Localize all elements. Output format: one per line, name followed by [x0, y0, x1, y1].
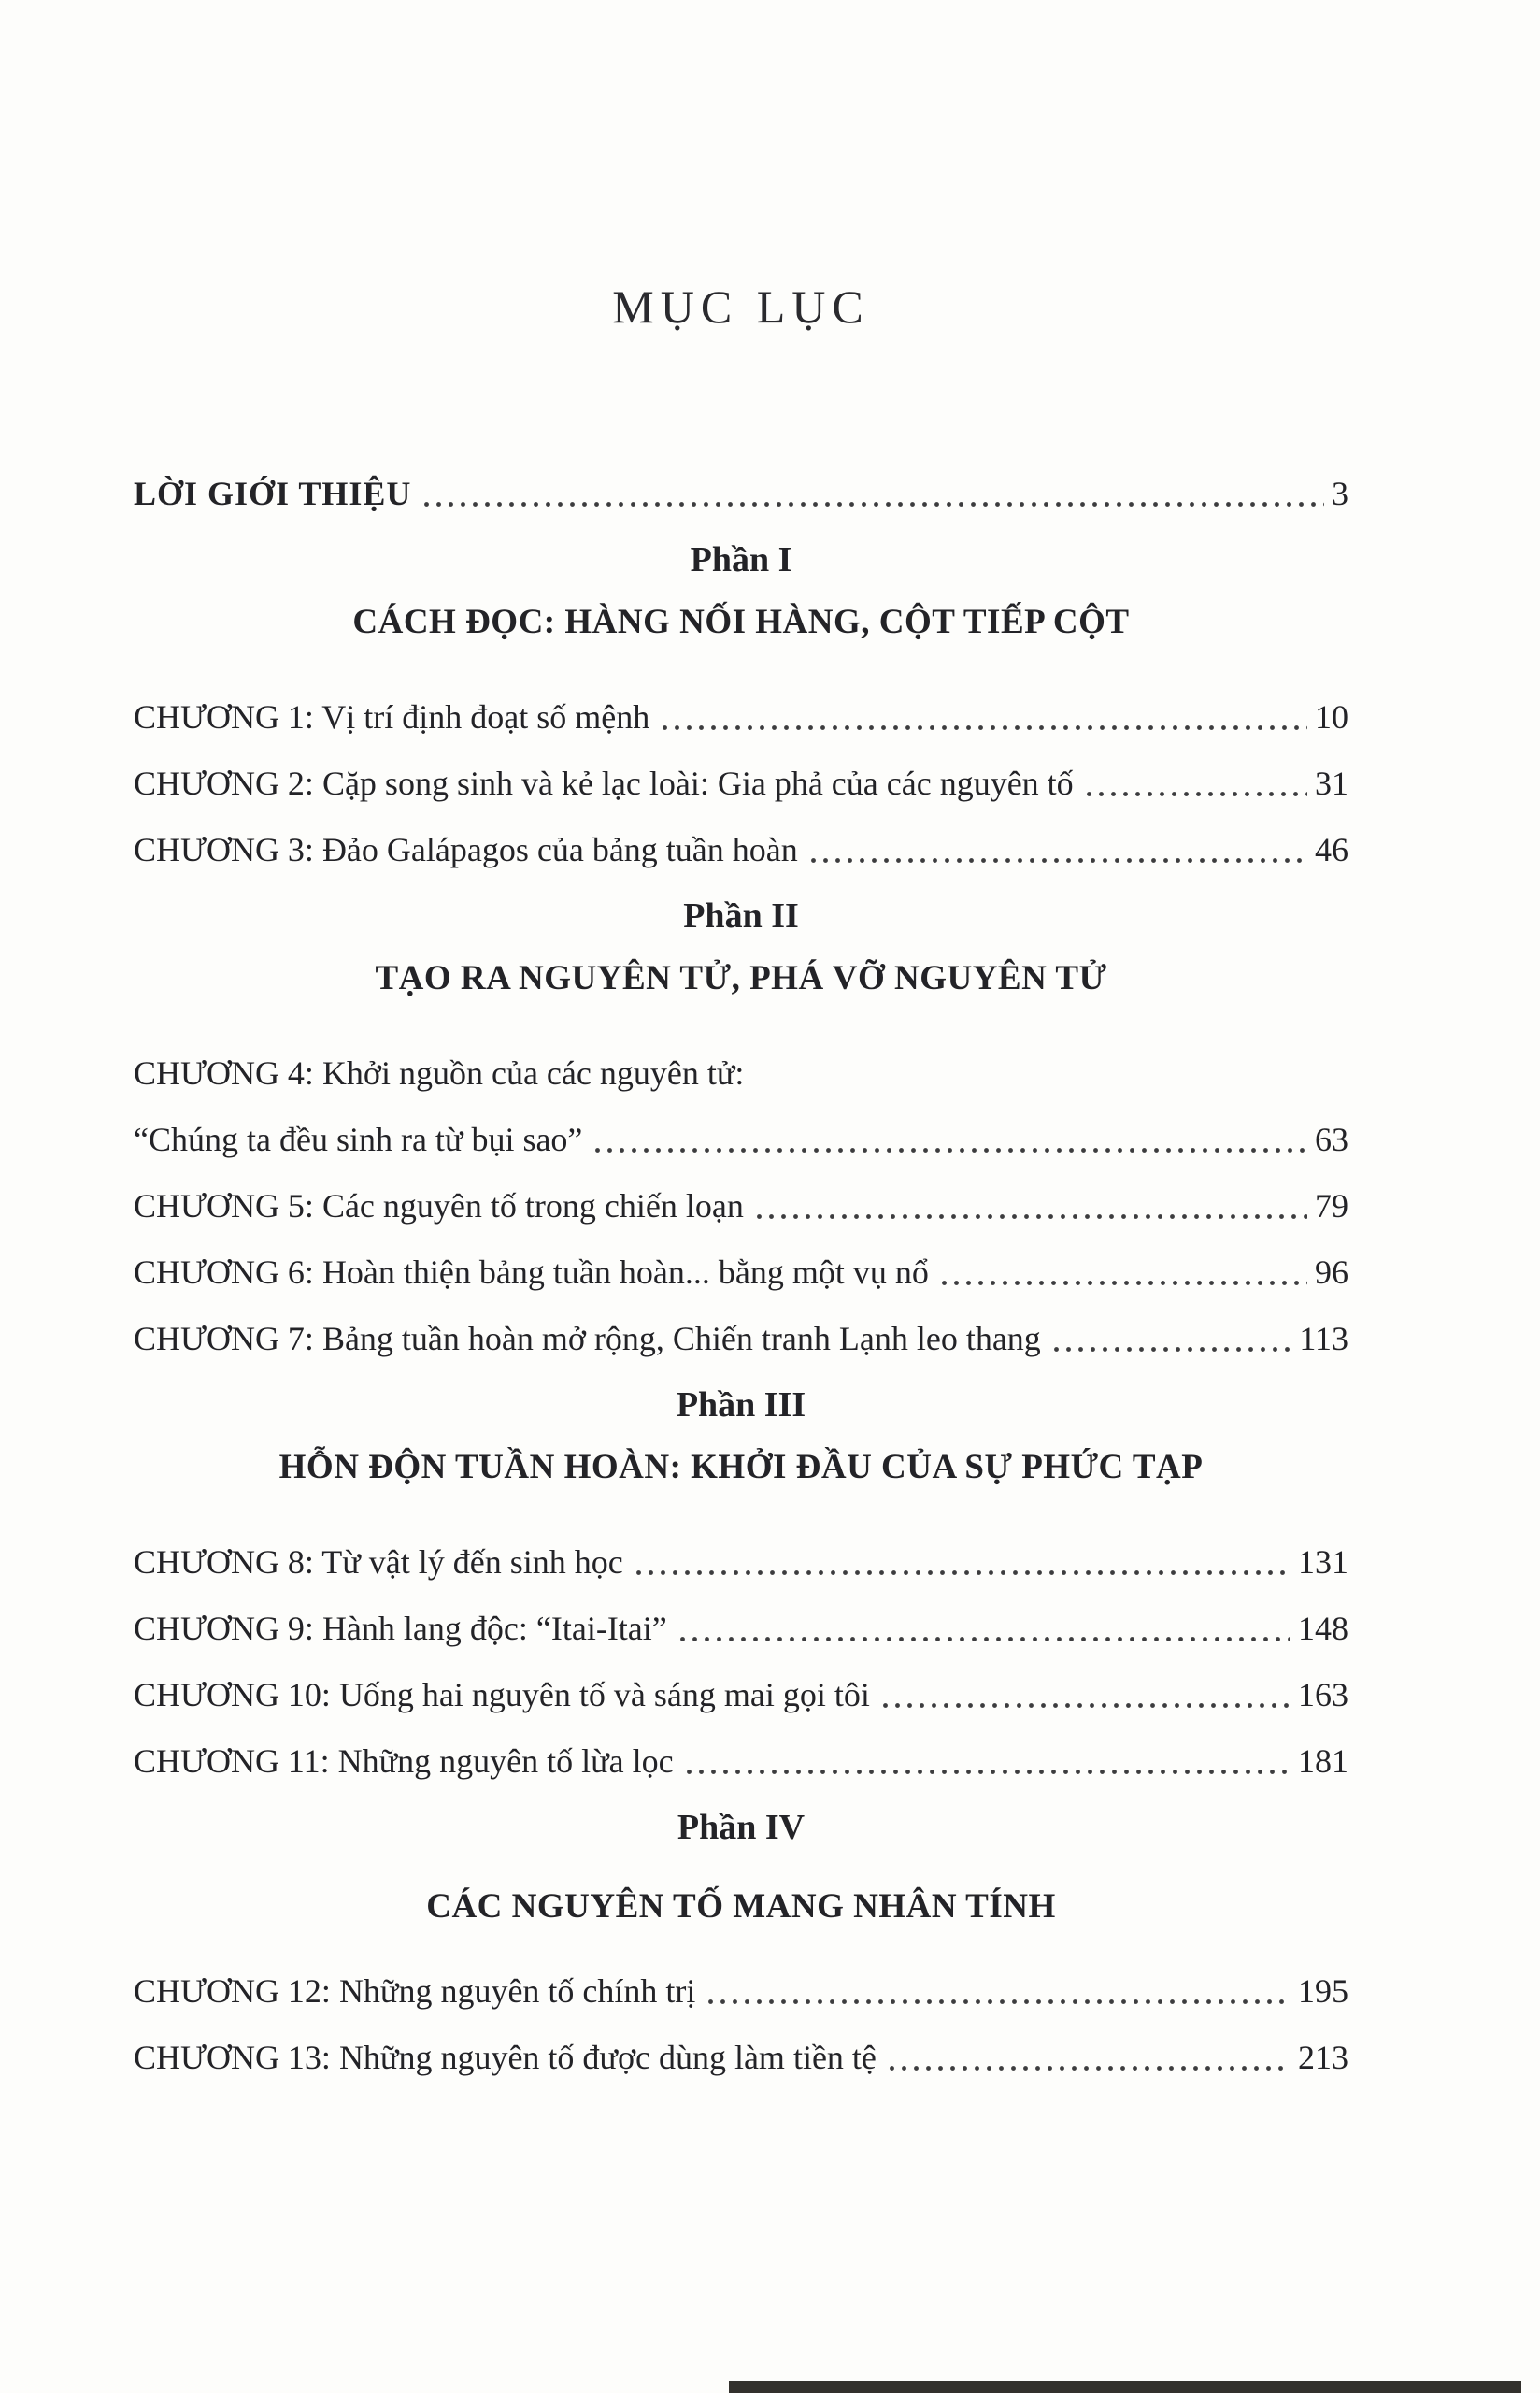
part-title: TẠO RA NGUYÊN TỬ, PHÁ VỠ NGUYÊN TỬ: [375, 959, 1107, 997]
toc-entry-page: 3: [1332, 475, 1348, 512]
toc-entry-page: 213: [1298, 2039, 1348, 2076]
toc-entry-label: CHƯƠNG 5: Các nguyên tố trong chiến loạn: [134, 1187, 744, 1225]
part-heading: Phần I: [690, 540, 792, 580]
dot-leader: [592, 1145, 1307, 1154]
part-title: CÁCH ĐỌC: HÀNG NỐI HÀNG, CỘT TIẾP CỘT: [352, 603, 1130, 641]
toc-entry-page: 195: [1298, 1972, 1348, 2010]
page-title: MỤC LỤC: [612, 280, 870, 333]
toc-entry: [134, 696, 1348, 738]
toc-entry-page: 96: [1315, 1254, 1348, 1291]
dot-leader: [753, 1211, 1307, 1220]
dot-leader: [683, 1767, 1290, 1775]
toc-entry-page: 63: [1315, 1121, 1348, 1158]
toc-page-content: [134, 280, 1348, 2103]
dot-leader: [1050, 1344, 1292, 1353]
toc-entry-label: CHƯƠNG 10: Uống hai nguyên tố và sáng mai gọi tôi: [134, 1676, 870, 1713]
dot-leader: [677, 1634, 1290, 1642]
toc-entry-label: CHƯƠNG 4: Khởi nguồn của các nguyên tử:: [134, 1054, 745, 1092]
toc-entry-line1: [134, 1053, 1348, 1094]
dot-leader: [659, 723, 1307, 731]
toc-entry-label: CHƯƠNG 13: Những nguyên tố được dùng làm tiền tệ: [134, 2039, 877, 2076]
toc-entry-page: 148: [1298, 1610, 1348, 1647]
toc-entry: [134, 829, 1348, 870]
part-title: HỖN ĐỘN TUẦN HOÀN: KHỞI ĐẦU CỦA SỰ PHỨC TẠP: [278, 1448, 1204, 1486]
toc-entry: [134, 763, 1348, 804]
toc-entry-page: 31: [1315, 765, 1348, 802]
toc-entry: [134, 2037, 1348, 2078]
toc-entry-label: CHƯƠNG 11: Những nguyên tố lừa lọc: [134, 1742, 674, 1780]
toc-entry: [134, 1252, 1348, 1293]
toc-entry-page: 113: [1299, 1320, 1348, 1357]
toc-entry-label: CHƯƠNG 8: Từ vật lý đến sinh học: [134, 1543, 623, 1581]
dot-leader: [705, 1997, 1290, 2005]
dot-leader: [886, 2063, 1290, 2071]
toc-entry-page: 181: [1298, 1742, 1348, 1780]
toc-entry: [134, 1318, 1348, 1359]
part-heading: Phần IV: [677, 1808, 806, 1847]
toc-entry: [134, 1741, 1348, 1782]
toc-entry: [134, 1185, 1348, 1226]
toc-entry-label: CHƯƠNG 1: Vị trí định đoạt số mệnh: [134, 698, 650, 736]
toc-entry-label: CHƯƠNG 12: Những nguyên tố chính trị: [134, 1972, 696, 2010]
toc-entry-label: CHƯƠNG 6: Hoàn thiện bảng tuần hoàn... bằng một vụ nổ: [134, 1254, 929, 1291]
toc-entry-label: CHƯƠNG 3: Đảo Galápagos của bảng tuần hoàn: [134, 831, 798, 868]
toc-entry-page: 46: [1315, 831, 1348, 868]
toc-entry-label: CHƯƠNG 2: Cặp song sinh và kẻ lạc loài: Gia phả của các nguyên tố: [134, 765, 1074, 802]
toc-entry-page: 10: [1315, 698, 1348, 736]
dot-leader: [807, 855, 1307, 864]
toc-entry: [134, 1674, 1348, 1715]
toc-entry-label: “Chúng ta đều sinh ra từ bụi sao”: [134, 1121, 583, 1158]
toc-entry-line2: [134, 1119, 1348, 1160]
toc-entry: [134, 1608, 1348, 1649]
toc-entry-page: 79: [1315, 1187, 1348, 1225]
dot-leader: [633, 1568, 1290, 1576]
part-heading: Phần II: [683, 896, 799, 936]
dot-leader: [938, 1278, 1307, 1286]
toc-entry-label: CHƯƠNG 7: Bảng tuần hoàn mở rộng, Chiến tranh Lạnh leo thang: [134, 1320, 1041, 1357]
dot-leader: [421, 499, 1324, 508]
part-title: CÁC NGUYÊN TỐ MANG NHÂN TÍNH: [426, 1887, 1056, 1926]
toc-entry: [134, 473, 1348, 514]
scan-edge-bar: [729, 2381, 1521, 2393]
toc-entry: [134, 1970, 1348, 2012]
toc-entry-label: CHƯƠNG 9: Hành lang độc: “Itai-Itai”: [134, 1610, 667, 1647]
dot-leader: [879, 1700, 1290, 1709]
dot-leader: [1083, 789, 1307, 797]
toc-entry-page: 163: [1298, 1676, 1348, 1713]
toc-entry: [134, 1541, 1348, 1583]
part-heading: Phần III: [676, 1385, 806, 1425]
toc-entry-label: LỜI GIỚI THIỆU: [134, 475, 412, 512]
toc-entry-page: 131: [1298, 1543, 1348, 1581]
